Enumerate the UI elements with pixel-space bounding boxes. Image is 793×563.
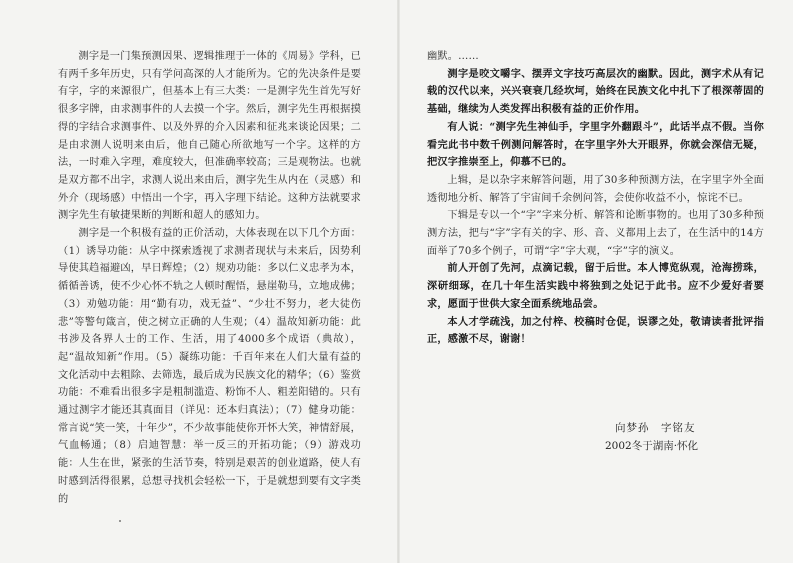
left-paragraph-1: 测字是一门集预测因果、逻辑推理于一体的《周易》学科，已有两千多年历史，只有学问高深的人才能所为。它的先决条件是要有字，字的来源很广，但基本上有三大类：一是测字先生首先写好很多字牌，由求测事件的人去摸一个字。然后，测字先生再根据摸得的字结合求测事件、以及外界的介入因素和征兆来谈论因果；二是由求测人说明来由后，他自己随心所欲地写一个字。这样的方法，一时难入字理，难度较大，但准确率较高；三是观物法。也就是双方都不出字，求测人说出来由后，测字先生从内在（灵感）和外介（现场感）中悟出一个字，再入字理下结论。这种方法就要求测字先生有敏捷果断的判断和超人的感知力。 xyxy=(58,51,361,222)
left-text-column xyxy=(58,48,361,508)
right-paragraph-5: 前人开创了先河，点滴记载，留于后世。本人博览纵观，沧海捞珠，深研细琢，在几十年生活实践中将独到之处记于此书。应不少爱好者要求，愿面于世供大家全面系统地品尝。 xyxy=(427,262,764,310)
right-paragraph-1: 测字是咬文嚼字、摆弄文字技巧高层次的幽默。因此，测字术从有记载的汉代以来，兴兴衰衰几经坎坷，始终在民族文化中扎下了根深蒂固的基础，继续为人类发挥出积极有益的正价作用。 xyxy=(427,67,764,116)
left-paragraph-2: 测字是一个积极有益的正价活动，大体表现在以下几个方面：（1）诱导功能：从字中探索透视了求测者现状与未来后，因势利导使其趋福避凶，早日辉煌；（2）规劝功能：多以仁义忠孝为本，循循善诱，使不少心怀不轨之人顿时醒悟，悬崖勒马，立地成佛；（3）劝勉功能：用“勤有功，戏无益”、“少壮不努力，老大徒伤悲”等警句箴言，使之树立正确的人生观；（4）温故知新功能：此书涉及各界人士的工作、生活，用了4000多个成语（典故），起“温故知新”作用。（5）凝练功能：千百年来在人们大量有益的文化活动中去粗除、去筛选，最后成为民族文化的精华；（6）鉴赏功能：不难看出很多字是粗制滥造、粉饰不人、粗差阳错的。只有通过测字才能还其真面目（详见：还本归真法）；（7）健身功能：常言说“笑一笑，十年少”，不少故事能使你开怀大笑，神情舒展，气血畅通；（8）启迪智慧：举一反三的开拓功能；（9）游戏功能：人生在世，紧张的生活节奏，特别是艰苦的创业道路，使人有时感到活得很累，总想寻找机会轻松一下，于是就想到要有文字类的 xyxy=(58,228,361,505)
right-paragraph-4: 下辑是专以一个“字”字来分析、解答和论断事物的。也用了30多种预测方法，把与“字”字有关的字、形、音、义都用上去了，在生活中的14方面举了70多个例子，可谓“字”字大观，“字”字的演义。 xyxy=(427,210,764,257)
right-paragraph-2: 有人说：“测字先生神仙手，字里字外翻跟斗”，此话半点不假。当你看完此书中数千例测问解答时，在字里字外大开眼界，你就会深信无疑，把汉字推崇至上，仰慕不已的。 xyxy=(427,120,764,169)
right-paragraph-3: 上辑，是以杂字来解答问题，用了30多种预测方法，在字里字外全面透彻地分析、解答了宇宙间千余例问答，会使你收益不小，惊诧不已。 xyxy=(427,174,764,204)
signature-block xyxy=(605,420,698,455)
right-text-column xyxy=(427,48,764,349)
right-page xyxy=(400,0,793,563)
right-paragraph-6: 本人才学疏浅，加之付梓、校稿时仓促，误谬之处，敬请读者批评指正，感激不尽，谢谢！ xyxy=(427,315,764,346)
scan-speck xyxy=(119,520,121,522)
author-signature: 向梦孙 字铭友 xyxy=(615,422,696,434)
signature-date-place: 2002冬于湖南·怀化 xyxy=(605,439,699,452)
right-continuation: 幽默。…… xyxy=(427,51,479,62)
